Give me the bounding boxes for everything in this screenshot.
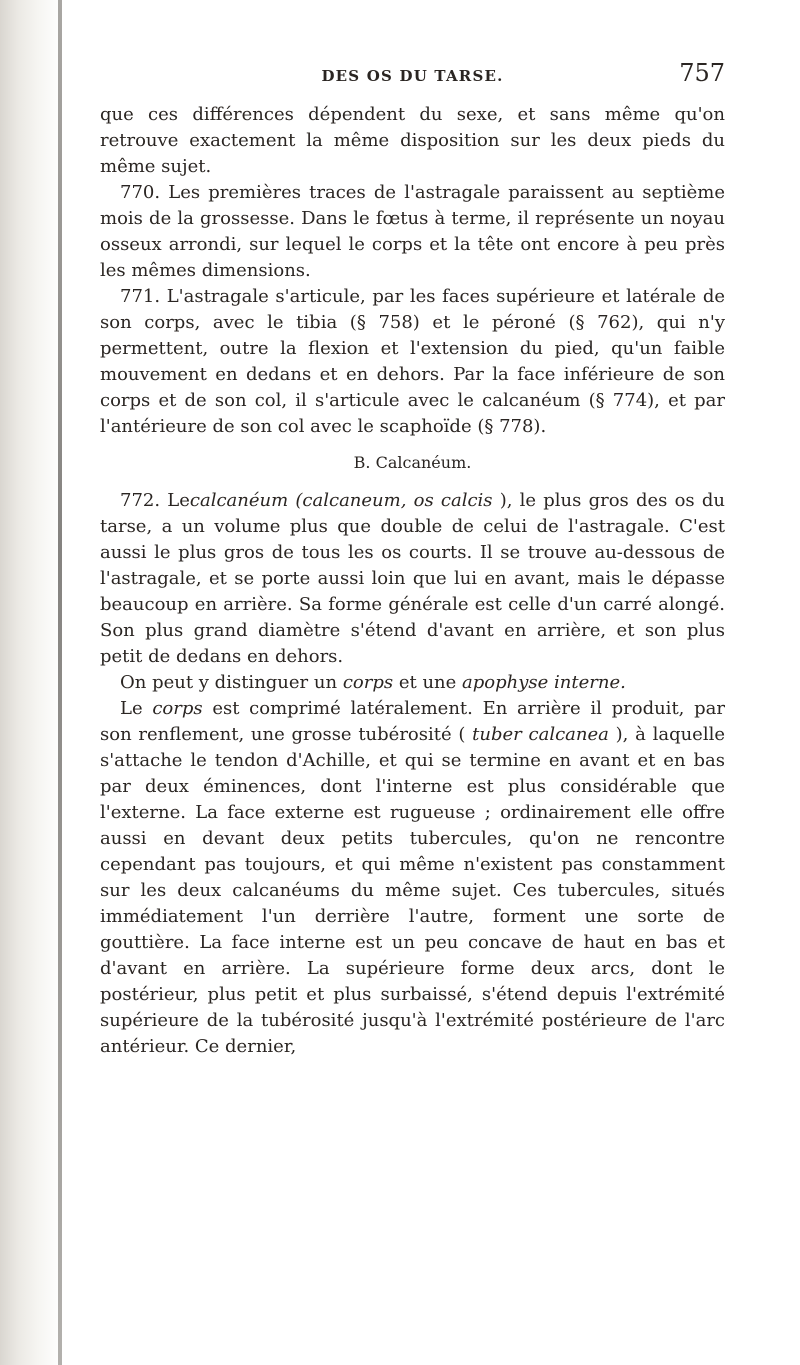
term-corps: corps — [342, 672, 394, 693]
paragraph-770: 770. Les premières traces de l'astragale paraissent au septième mois de la grossesse. Dans le fœtus à terme, il représente un noyau osseux arrondi, sur lequel le corps et la tête ont encore à peu près les mêmes dimensions. — [100, 182, 725, 281]
section-heading: B. Calcanéum. — [353, 453, 472, 472]
article: Le — [167, 490, 190, 511]
book-gutter — [0, 0, 62, 1365]
gutter-binding-edge — [58, 0, 62, 1365]
running-title: DES OS DU TARSE. — [321, 67, 504, 85]
parts-text-before: On peut y distinguer un — [120, 672, 338, 693]
page-number: 757 — [679, 59, 725, 87]
paragraph-parts — [100, 670, 725, 696]
term-tuber-calcanea: tuber calcanea — [472, 724, 609, 745]
paragraph-772-text: ), le plus gros des os du tarse, a un volume plus que double de celui de l'astragale. C'est aussi le plus gros de tous les os courts. Il se trouve au-dessous de l'astragale, et se porte aussi loin que lui en avant, mais le dépasse beaucoup en arrière. Sa forme générale est celle d'un carré alongé. Son plus grand diamètre s'étend d'avant en arrière, et son plus petit de dedans en dehors. — [100, 490, 725, 667]
parts-text-middle: et une — [398, 672, 457, 693]
paragraph-corps — [100, 696, 725, 1060]
term-corps-2: corps — [152, 698, 203, 719]
corps-text-2: ), à laquelle s'attache le tendon d'Achille, et qui se termine en avant et en bas par deux éminences, dont l'interne est plus considérable que l'externe. La face externe est rugueuse ; ordinairement elle offre aussi en devant deux petits tubercules, qu'on ne rencontre cependant pas toujours, et qui même n'existent pas constamment sur les deux calcanéums du même sujet. Ces tubercules, situés immédiatement l'un derrière l'autre, forment une sorte de gouttière. La face interne est un peu concave de haut en bas et d'avant en arrière. La supérieure forme deux arcs, dont le postérieur, plus petit et plus surbaissé, s'étend depuis l'extrémité supérieure de la tubérosité jusqu'à l'extrémité postérieure de l'arc antérieur. Ce dernier, — [100, 724, 726, 1057]
page-body — [100, 102, 725, 1060]
corps-text-1: est comprimé latéralement. En arrière il produit, par son renflement, une grosse tubérosité ( — [100, 698, 725, 745]
page-header — [100, 59, 725, 97]
paragraph-continuation: que ces différences dépendent du sexe, et sans même qu'on retrouve exactement la même disposition sur les deux pieds du même sujet. — [100, 104, 725, 177]
term-calcaneum: calcanéum — [189, 490, 289, 511]
latin-names: (calcaneum, os calcis — [295, 490, 493, 511]
term-apophyse: apophyse interne. — [462, 672, 626, 693]
paragraph-772 — [100, 488, 725, 670]
corps-text-before: Le — [120, 698, 143, 719]
paragraph-771: 771. L'astragale s'articule, par les faces supérieure et latérale de son corps, avec le tibia (§ 758) et le péroné (§ 762), qui n'y permettent, outre la flexion et l'extension du pied, qu'un faible mouvement en dedans et en dehors. Par la face inférieure de son corps et de son col, il s'articule avec le calcanéum (§ 774), et par l'antérieure de son col avec le scaphoïde (§ 778). — [100, 286, 725, 437]
paragraph-number: 772. — [120, 490, 161, 511]
